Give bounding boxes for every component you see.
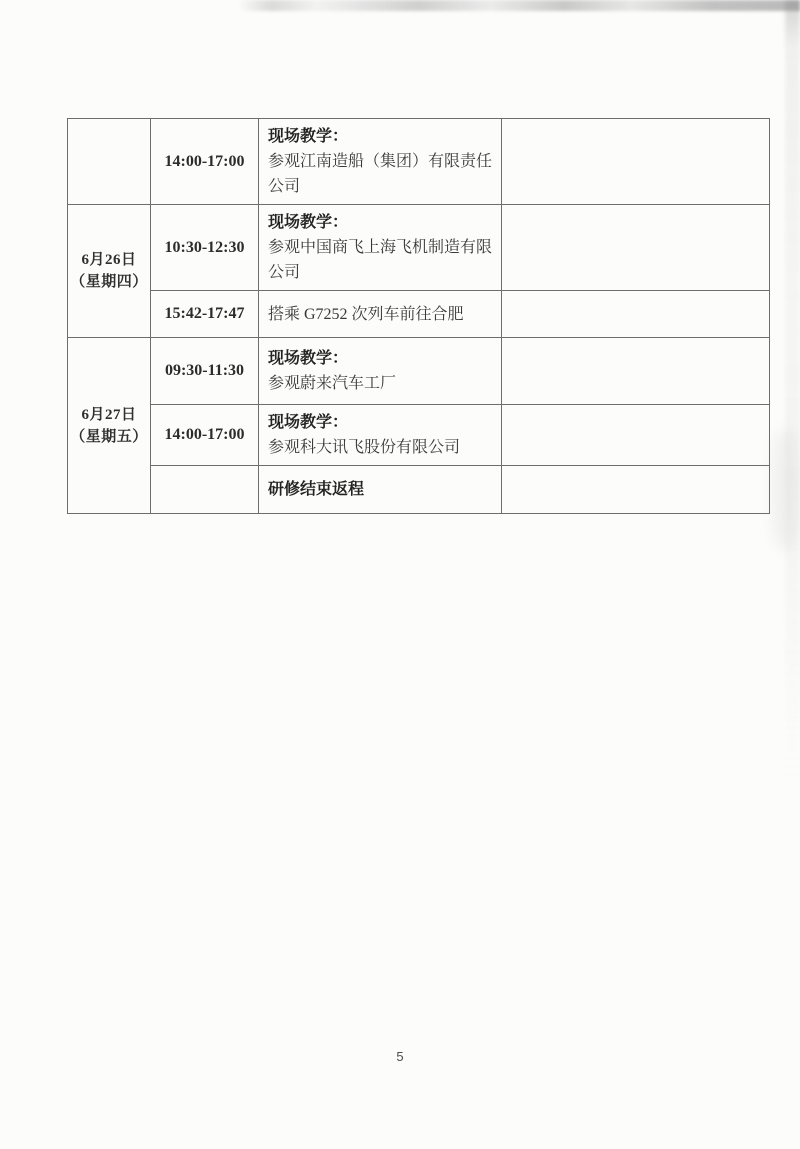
note-cell (502, 405, 770, 466)
table-row (68, 119, 770, 205)
activity-body-bold: 研修结束返程 (268, 481, 365, 498)
note-cell (502, 291, 770, 338)
time-cell: 14:00-17:00 (151, 119, 259, 205)
activity-body: 参观中国商飞上海飞机制造有限公司 (268, 239, 493, 281)
table-row (68, 405, 770, 466)
date-cell-jun27 (68, 338, 151, 514)
note-cell (502, 119, 770, 205)
time-cell: 14:00-17:00 (151, 405, 259, 466)
activity-cell (259, 291, 502, 338)
activity-cell (259, 205, 502, 291)
schedule-table (67, 118, 770, 514)
table-row (68, 205, 770, 291)
activity-body: 搭乘 G7252 次列车前往合肥 (268, 305, 464, 323)
table-row (68, 466, 770, 514)
activity-cell (259, 466, 502, 514)
activity-heading: 现场教学： (268, 214, 349, 231)
date-line-2: （星期四） (70, 274, 148, 290)
activity-heading: 现场教学： (268, 350, 349, 367)
date-line-1: 6月26日 (81, 252, 137, 268)
date-line-1: 6月27日 (81, 406, 137, 423)
time-cell: 09:30-11:30 (151, 338, 259, 405)
note-cell (502, 466, 770, 514)
date-cell-jun26 (68, 205, 151, 338)
activity-heading: 现场教学： (268, 414, 349, 431)
activity-heading: 现场教学： (268, 128, 349, 145)
time-cell: 10:30-12:30 (151, 205, 259, 291)
activity-body: 参观江南造船（集团）有限责任公司 (268, 153, 493, 195)
activity-body: 参观蔚来汽车工厂 (268, 375, 397, 392)
time-cell-empty (151, 466, 259, 514)
table-row (68, 291, 770, 338)
scan-artifact-blotch (772, 430, 798, 550)
activity-cell (259, 405, 502, 466)
activity-body: 参观科大讯飞股份有限公司 (268, 439, 461, 456)
date-cell-empty (68, 119, 151, 205)
time-cell: 15:42-17:47 (151, 291, 259, 338)
date-line-2: （星期五） (70, 428, 148, 445)
table-row (68, 338, 770, 405)
note-cell (502, 205, 770, 291)
note-cell (502, 338, 770, 405)
page-number: 5 (396, 1049, 404, 1064)
scan-artifact-right-edge (785, 0, 800, 780)
activity-cell (259, 119, 502, 205)
scan-artifact-top-edge (238, 0, 800, 11)
activity-cell (259, 338, 502, 405)
